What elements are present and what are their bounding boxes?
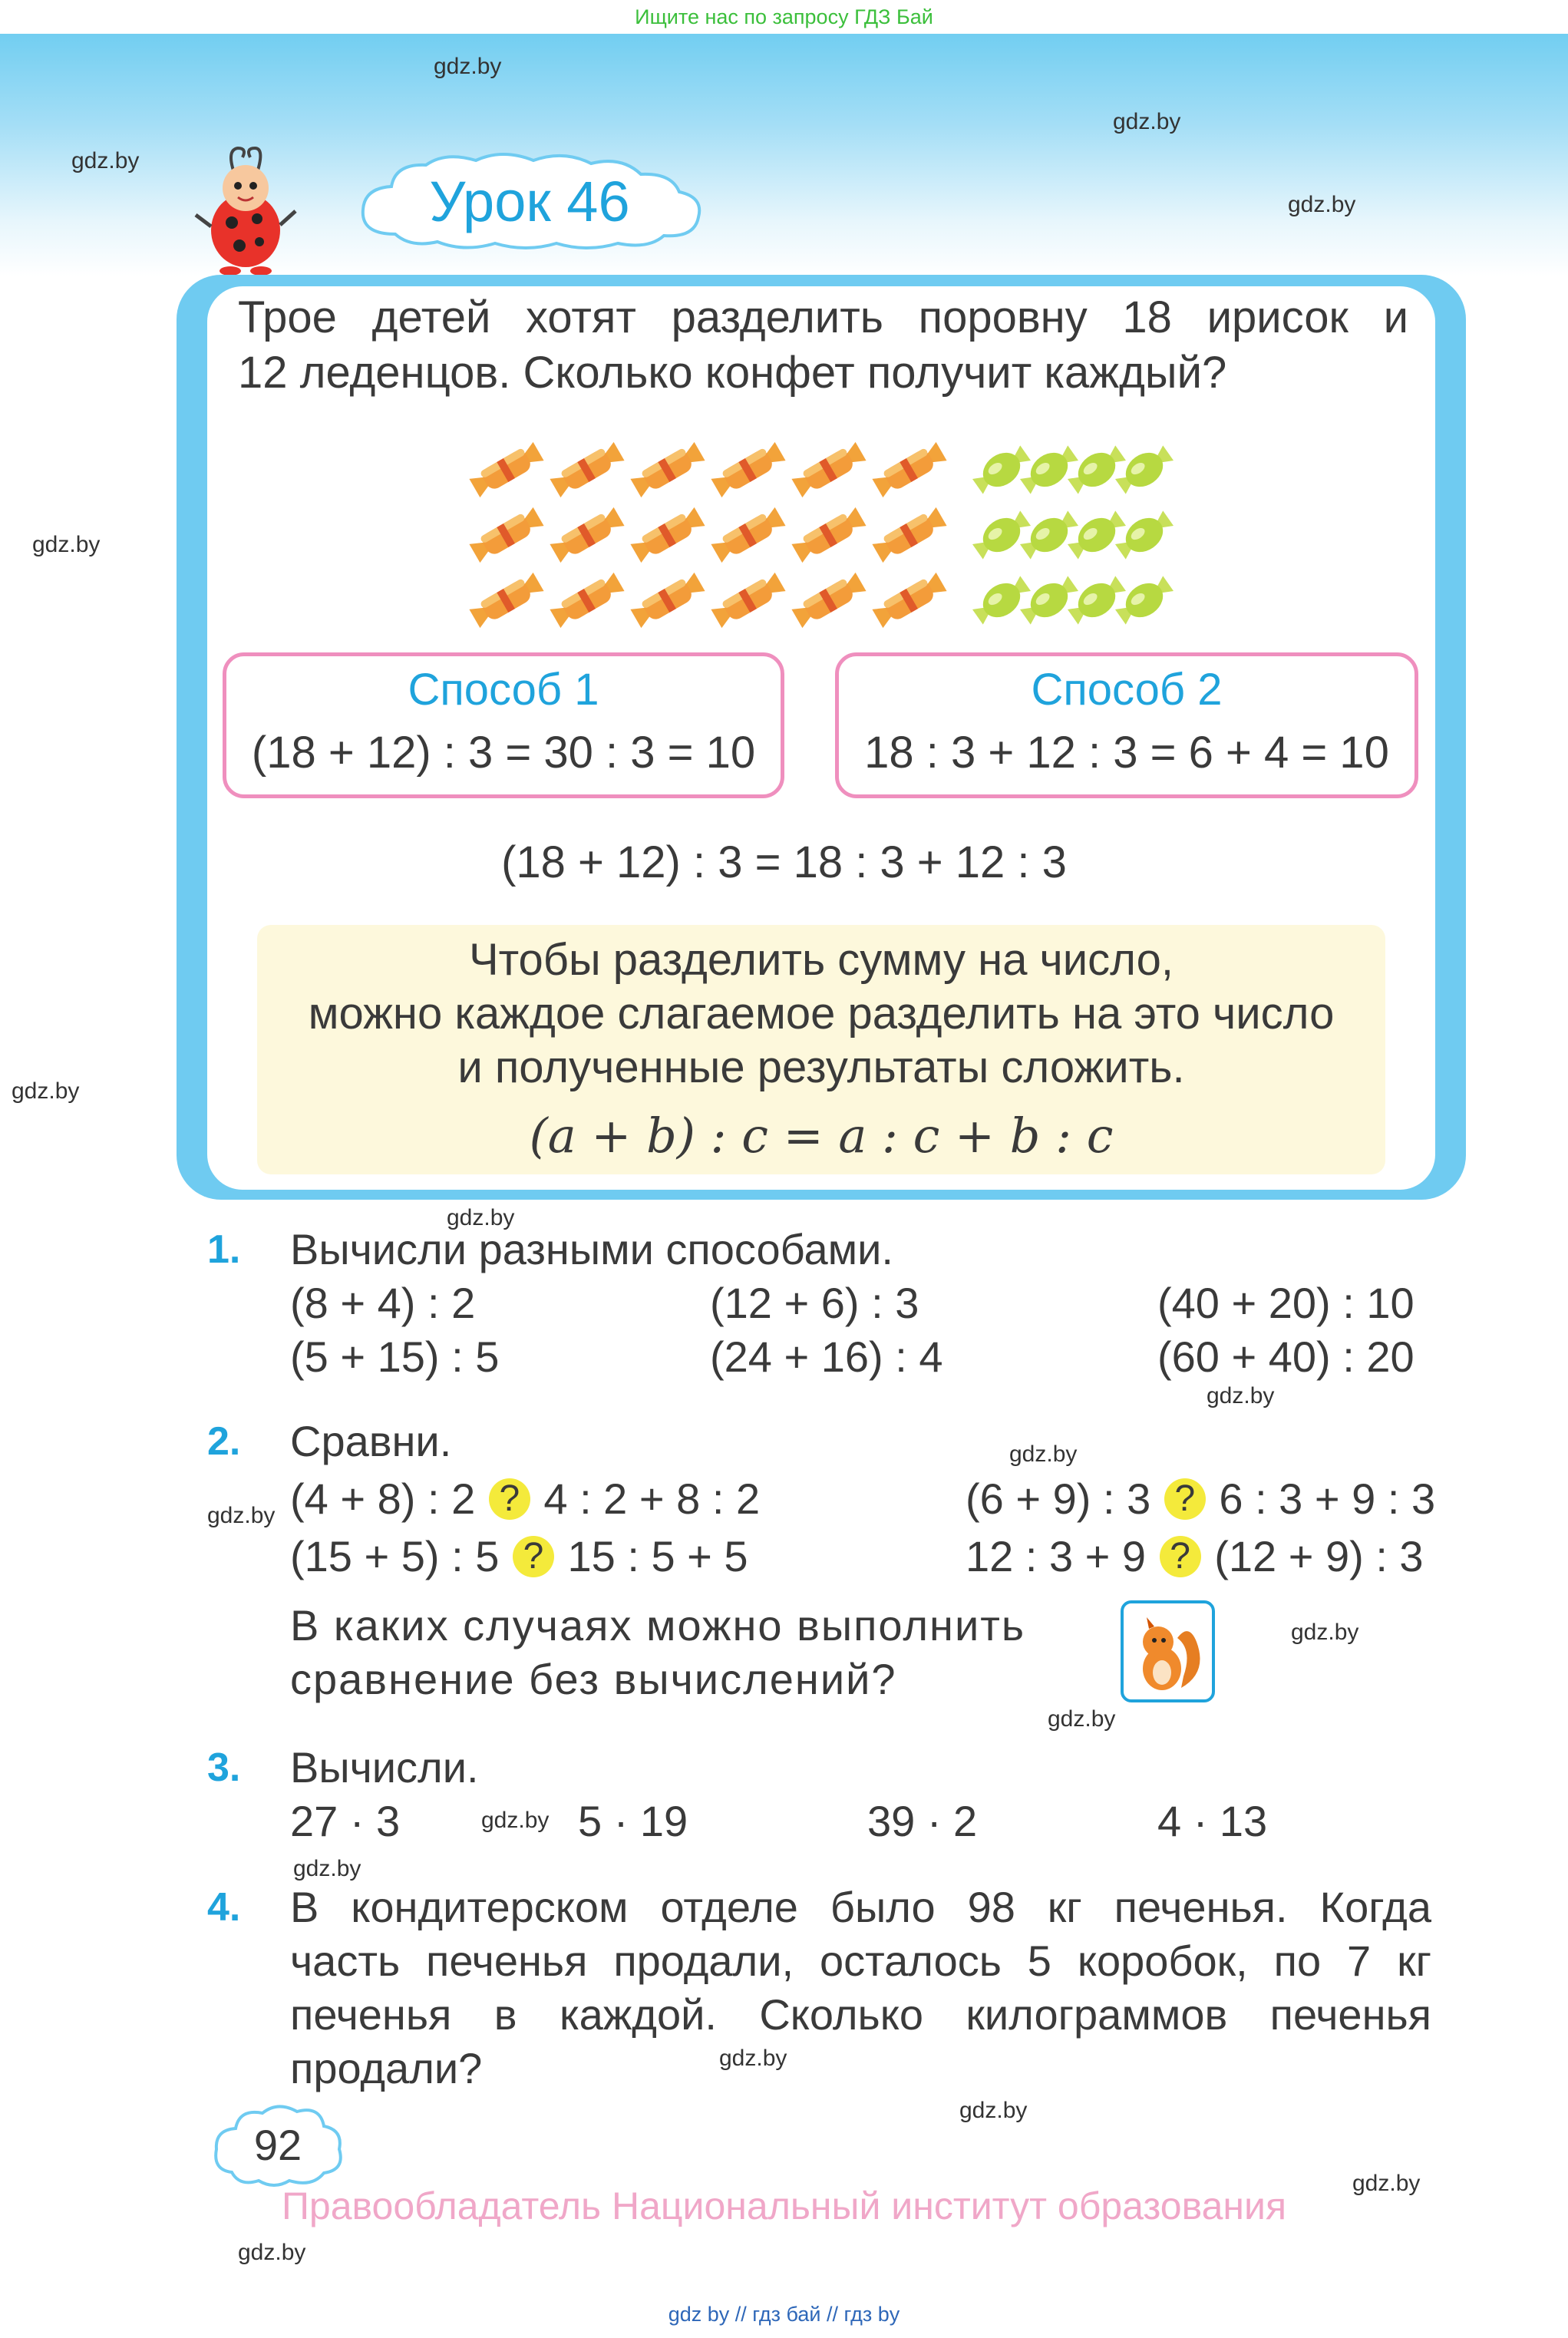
- watermark: gdz.by: [207, 1503, 276, 1528]
- lollipop-candy-icon: [1064, 571, 1129, 629]
- lollipop-candy-icon: [969, 571, 1034, 629]
- toffee-candy-icon: [791, 572, 867, 629]
- page-number: 92: [253, 2121, 302, 2169]
- lollipop-candy-icon: [1111, 441, 1177, 499]
- method-2-title: Способ 2: [1031, 665, 1223, 715]
- toffee-candy-icon: [711, 572, 786, 629]
- exercise-4-line4: продали?: [290, 2044, 483, 2092]
- toffee-candy-icon: [711, 507, 786, 563]
- compare-left: 12 : 3 + 9: [966, 1532, 1147, 1580]
- compare-left: (4 + 8) : 2: [290, 1474, 476, 1523]
- exercise-1-item: (60 + 40) : 20: [1157, 1332, 1415, 1381]
- method-1-expression: (18 + 12) : 3 = 30 : 3 = 10: [251, 728, 756, 778]
- exercise-3-item: 27 · 3: [290, 1797, 401, 1845]
- toffee-candy-icon: [711, 441, 786, 498]
- toffee-candy-icon: [469, 507, 544, 563]
- squirrel-icon: [1121, 1600, 1215, 1702]
- lesson-title-cloud: [349, 150, 710, 253]
- lollipop-candy-icon: [969, 441, 1034, 499]
- exercise-3-item: 4 · 13: [1157, 1797, 1268, 1845]
- compare-row: [290, 1531, 748, 1581]
- toffee-candy-icon: [469, 572, 544, 629]
- compare-sign-slot[interactable]: ?: [1160, 1536, 1201, 1577]
- candies-illustration: [464, 438, 1182, 633]
- compare-sign-slot[interactable]: ?: [489, 1478, 530, 1520]
- exercise-1-title: Вычисли разными способами.: [290, 1225, 893, 1273]
- toffee-candy-icon: [550, 572, 625, 629]
- lollipop-candy-icon: [1016, 571, 1081, 629]
- method-1-title: Способ 1: [408, 665, 599, 715]
- compare-left: (6 + 9) : 3: [966, 1474, 1151, 1523]
- toffee-candy-icon: [872, 507, 947, 563]
- toffee-candy-icon: [469, 441, 544, 498]
- compare-right: 15 : 5 + 5: [567, 1532, 748, 1580]
- toffee-candy-icon: [872, 572, 947, 629]
- lollipop-candy-icon: [1111, 506, 1177, 564]
- compare-row: [966, 1531, 1424, 1581]
- lollipop-candy-icon: [1016, 441, 1081, 499]
- task-text-line2: 12 леденцов. Сколько конфет получит каждый?: [238, 348, 1227, 398]
- exercise-4-line3: печенья в каждой. Сколько килограммов печенья: [290, 1990, 1431, 2039]
- compare-sign-slot[interactable]: ?: [513, 1536, 554, 1577]
- toffee-candy-icon: [630, 441, 705, 498]
- method-1-box: [223, 652, 784, 798]
- toffee-candy-icon: [550, 441, 625, 498]
- watermark: gdz.by: [959, 2098, 1028, 2123]
- method-2-expression: 18 : 3 + 12 : 3 = 6 + 4 = 10: [864, 728, 1389, 778]
- rule-box: [257, 925, 1385, 1174]
- lollipop-candy-icon: [1111, 571, 1177, 629]
- ladybug-icon: [192, 142, 299, 276]
- exercise-2-question-line1: В каких случаях можно выполнить: [290, 1601, 1026, 1649]
- toffee-candy-icon: [630, 507, 705, 563]
- watermark: gdz.by: [71, 148, 140, 173]
- watermark: gdz.by: [481, 1808, 550, 1833]
- exercise-1-item: (40 + 20) : 10: [1157, 1279, 1415, 1327]
- exercise-3-item: 5 · 19: [578, 1797, 688, 1845]
- watermark: gdz.by: [1352, 2171, 1421, 2196]
- watermark: gdz.by: [1291, 1620, 1359, 1645]
- rule-line-2: можно каждое слагаемое разделить на это число: [308, 989, 1335, 1039]
- lesson-title: Урок 46: [429, 170, 630, 233]
- rule-formula: (a + b) : c = a : c + b : c: [529, 1108, 1114, 1164]
- toffee-candy-icon: [791, 507, 867, 563]
- exercise-2-question-line2: сравнение без вычислений?: [290, 1655, 897, 1703]
- toffee-candy-icon: [550, 507, 625, 563]
- lollipop-candy-icon: [1016, 506, 1081, 564]
- watermark: gdz.by: [293, 1856, 361, 1881]
- compare-right: 6 : 3 + 9 : 3: [1219, 1474, 1436, 1523]
- exercise-4-line2: часть печенья продали, осталось 5 коробок, по 7 кг: [290, 1937, 1431, 1985]
- exercise-2-number: 2.: [207, 1419, 241, 1464]
- exercise-3-title: Вычисли.: [290, 1743, 479, 1791]
- compare-right: (12 + 9) : 3: [1214, 1532, 1424, 1580]
- watermark: gdz.by: [447, 1205, 515, 1230]
- footer-links[interactable]: gdz by // гдз бай // гдз by: [668, 2303, 900, 2326]
- lollipop-candy-icon: [1064, 506, 1129, 564]
- exercise-3-number: 3.: [207, 1745, 241, 1790]
- page-number-cloud: [209, 2099, 347, 2191]
- rule-line-1: Чтобы разделить сумму на число,: [468, 935, 1174, 985]
- watermark: gdz.by: [1009, 1441, 1078, 1467]
- copyright-text: Правообладатель Национальный институт образования: [281, 2184, 1287, 2227]
- top-banner[interactable]: Ищите нас по запросу ГДЗ Бай: [0, 0, 1568, 34]
- equality-expression: (18 + 12) : 3 = 18 : 3 + 12 : 3: [501, 837, 1067, 887]
- exercise-2-title: Сравни.: [290, 1417, 452, 1465]
- exercise-4-line1: В кондитерском отделе было 98 кг печенья. Когда: [290, 1883, 1431, 1931]
- rule-line-3: и полученные результаты сложить.: [457, 1042, 1185, 1092]
- watermark: gdz.by: [1113, 109, 1181, 134]
- exercise-1-item: (5 + 15) : 5: [290, 1332, 500, 1381]
- toffee-candy-icon: [872, 441, 947, 498]
- compare-right: 4 : 2 + 8 : 2: [543, 1474, 761, 1523]
- lollipop-candy-icon: [1064, 441, 1129, 499]
- exercise-1-item: (24 + 16) : 4: [710, 1332, 943, 1381]
- lollipop-candy-icon: [969, 506, 1034, 564]
- compare-row: [966, 1474, 1435, 1524]
- exercise-4-number: 4.: [207, 1885, 241, 1930]
- toffee-candy-icon: [630, 572, 705, 629]
- watermark: gdz.by: [434, 54, 502, 79]
- compare-sign-slot[interactable]: ?: [1164, 1478, 1206, 1520]
- toffee-candy-icon: [791, 441, 867, 498]
- watermark: gdz.by: [1288, 192, 1356, 217]
- exercise-1-item: (12 + 6) : 3: [710, 1279, 919, 1327]
- watermark: gdz.by: [719, 2046, 787, 2071]
- method-2-box: [835, 652, 1418, 798]
- watermark: gdz.by: [12, 1078, 80, 1104]
- exercise-3-item: 39 · 2: [867, 1797, 978, 1845]
- watermark: gdz.by: [1048, 1706, 1116, 1732]
- watermark: gdz.by: [32, 532, 101, 557]
- task-text-line1: Трое детей хотят разделить поровну 18 ирисок и: [238, 292, 1408, 342]
- watermark: gdz.by: [1207, 1383, 1275, 1408]
- exercise-1-item: (8 + 4) : 2: [290, 1279, 476, 1327]
- compare-row: [290, 1474, 760, 1524]
- exercise-1-number: 1.: [207, 1227, 241, 1272]
- compare-left: (15 + 5) : 5: [290, 1532, 500, 1580]
- watermark: gdz.by: [238, 2240, 306, 2265]
